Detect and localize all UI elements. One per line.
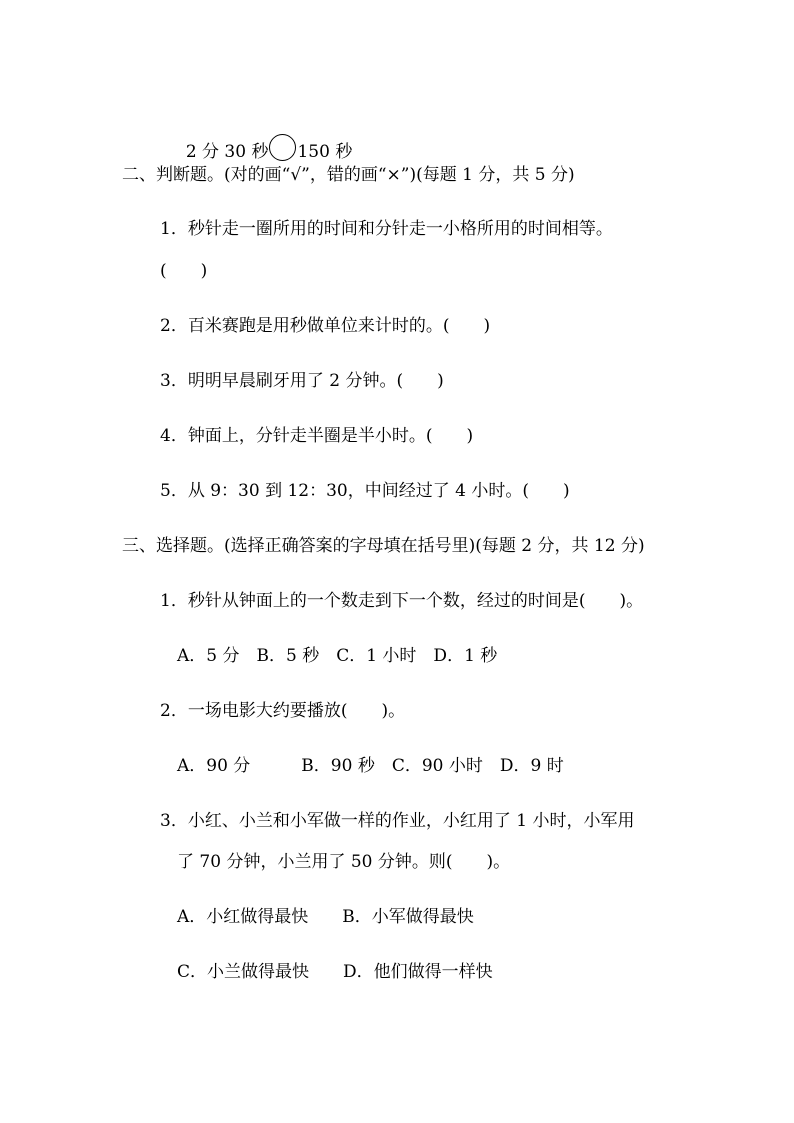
section2-title: 二、判断题。(对的画“√”，错的画“×”)(每题 1 分，共 5 分) bbox=[122, 165, 575, 185]
choice-question-3-options-cd: C．小兰做得最快 D．他们做得一样快 bbox=[177, 962, 493, 982]
compare-question bbox=[175, 112, 352, 163]
choice-question-2: 2．一场电影大约要播放( )。 bbox=[160, 701, 406, 721]
choice-question-1-options: A．5 分 B．5 秒 C．1 小时 D．1 秒 bbox=[177, 646, 498, 666]
choice-question-3-options-ab: A．小红做得最快 B．小军做得最快 bbox=[177, 907, 474, 927]
judge-question-5: 5．从 9：30 到 12：30，中间经过了 4 小时。( ) bbox=[160, 481, 570, 501]
compare-answer-circle[interactable] bbox=[269, 134, 296, 161]
section3-title: 三、选择题。(选择正确答案的字母填在括号里)(每题 2 分，共 12 分) bbox=[122, 536, 645, 556]
judge-question-3: 3．明明早晨刷牙用了 2 分钟。( ) bbox=[160, 371, 444, 391]
judge-question-2: 2．百米赛跑是用秒做单位来计时的。( ) bbox=[160, 316, 491, 336]
choice-question-3-line2: 了 70 分钟，小兰用了 50 分钟。则( )。 bbox=[177, 852, 511, 872]
compare-left: 2 分 30 秒 bbox=[185, 142, 269, 162]
judge-question-4: 4．钟面上，分针走半圈是半小时。( ) bbox=[160, 426, 474, 446]
judge-question-1: 1．秒针走一圈所用的时间和分针走一小格所用的时间相等。 bbox=[160, 219, 613, 239]
choice-question-1: 1．秒针从钟面上的一个数走到下一个数，经过的时间是( )。 bbox=[160, 591, 644, 611]
compare-right: 150 秒 bbox=[297, 142, 353, 162]
judge-question-1-bracket[interactable]: ( ) bbox=[160, 261, 208, 281]
choice-question-2-options: A．90 分 B．90 秒 C．90 小时 D．9 时 bbox=[177, 756, 564, 776]
choice-question-3-line1: 3．小红、小兰和小军做一样的作业，小红用了 1 小时，小军用 bbox=[160, 811, 635, 831]
